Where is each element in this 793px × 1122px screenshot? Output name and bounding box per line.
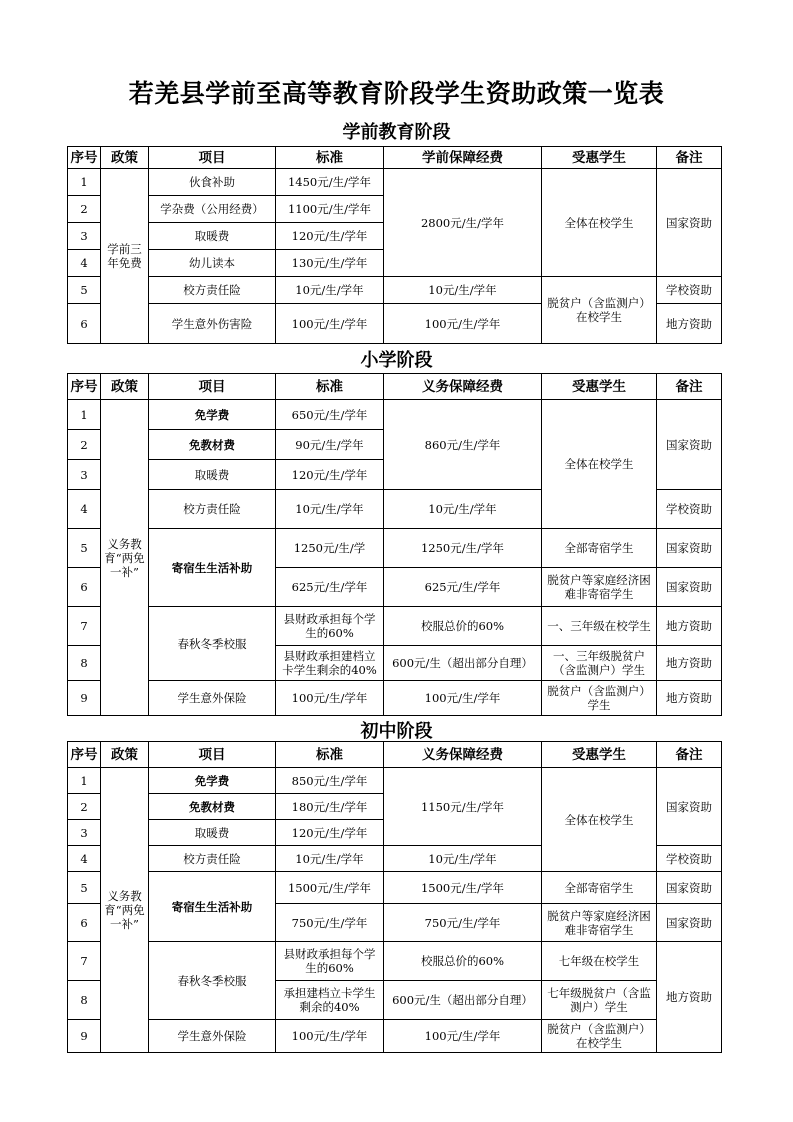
row-no: 5 bbox=[68, 872, 101, 904]
beneficiary-cell: 脱贫户（含监测户）学生 bbox=[542, 681, 657, 716]
beneficiary-cell: 全体在校学生 bbox=[542, 169, 657, 277]
fund-cell: 2800元/生/学年 bbox=[384, 169, 542, 277]
fund-cell: 625元/生/学年 bbox=[384, 568, 542, 607]
junior-table bbox=[67, 741, 722, 1053]
header-standard: 标准 bbox=[276, 147, 384, 169]
item-cell: 寄宿生生活补助 bbox=[149, 872, 276, 942]
beneficiary-cell: 脱贫户（含监测户）在校学生 bbox=[542, 277, 657, 344]
fund-cell: 100元/生/学年 bbox=[384, 1020, 542, 1053]
row-no: 2 bbox=[68, 794, 101, 820]
row-no: 8 bbox=[68, 646, 101, 681]
standard-cell: 750元/生/学年 bbox=[276, 904, 384, 942]
item-cell: 学生意外保险 bbox=[149, 1020, 276, 1053]
standard-cell: 90元/生/学年 bbox=[276, 430, 384, 460]
header-no: 序号 bbox=[68, 374, 101, 400]
beneficiary-cell: 全体在校学生 bbox=[542, 768, 657, 872]
table-row bbox=[68, 872, 722, 904]
standard-cell: 850元/生/学年 bbox=[276, 768, 384, 794]
standard-cell: 180元/生/学年 bbox=[276, 794, 384, 820]
header-beneficiary: 受惠学生 bbox=[542, 742, 657, 768]
item-cell: 取暖费 bbox=[149, 460, 276, 490]
item-cell: 学生意外伤害险 bbox=[149, 304, 276, 344]
item-cell: 校方责任险 bbox=[149, 277, 276, 304]
standard-cell: 130元/生/学年 bbox=[276, 250, 384, 277]
junior-section-title: 初中阶段 bbox=[360, 721, 433, 742]
document-title: 若羌县学前至高等教育阶段学生资助政策一览表 bbox=[128, 79, 665, 108]
row-no: 9 bbox=[68, 1020, 101, 1053]
header-note: 备注 bbox=[657, 147, 722, 169]
standard-cell: 120元/生/学年 bbox=[276, 460, 384, 490]
beneficiary-cell: 脱贫户（含监测户）在校学生 bbox=[542, 1020, 657, 1053]
standard-cell: 县财政承担每个学生的60% bbox=[276, 942, 384, 981]
row-no: 4 bbox=[68, 490, 101, 529]
item-cell: 学生意外保险 bbox=[149, 681, 276, 716]
row-no: 4 bbox=[68, 250, 101, 277]
note-cell: 国家资助 bbox=[657, 529, 722, 568]
note-cell: 学校资助 bbox=[657, 490, 722, 529]
standard-cell: 10元/生/学年 bbox=[276, 490, 384, 529]
fund-cell: 860元/生/学年 bbox=[384, 400, 542, 490]
header-no: 序号 bbox=[68, 742, 101, 768]
fund-cell: 校服总价的60% bbox=[384, 607, 542, 646]
note-cell: 地方资助 bbox=[657, 942, 722, 1053]
row-no: 7 bbox=[68, 942, 101, 981]
table-row bbox=[68, 607, 722, 646]
table-row bbox=[68, 529, 722, 568]
item-cell: 春秋冬季校服 bbox=[149, 942, 276, 1020]
row-no: 3 bbox=[68, 460, 101, 490]
note-cell: 学校资助 bbox=[657, 846, 722, 872]
header-beneficiary: 受惠学生 bbox=[542, 374, 657, 400]
header-fund: 义务保障经费 bbox=[384, 742, 542, 768]
note-cell: 国家资助 bbox=[657, 768, 722, 846]
header-item: 项目 bbox=[149, 742, 276, 768]
standard-cell: 100元/生/学年 bbox=[276, 1020, 384, 1053]
item-cell: 学杂费（公用经费） bbox=[149, 196, 276, 223]
note-cell: 学校资助 bbox=[657, 277, 722, 304]
item-cell: 幼儿读本 bbox=[149, 250, 276, 277]
header-item: 项目 bbox=[149, 147, 276, 169]
table-row bbox=[68, 681, 722, 716]
beneficiary-cell: 脱贫户等家庭经济困难非寄宿学生 bbox=[542, 568, 657, 607]
row-no: 2 bbox=[68, 430, 101, 460]
note-cell: 地方资助 bbox=[657, 304, 722, 344]
policy-cell: 学前三年免费 bbox=[101, 169, 149, 344]
fund-cell: 1250元/生/学年 bbox=[384, 529, 542, 568]
item-cell: 免学费 bbox=[149, 768, 276, 794]
row-no: 1 bbox=[68, 400, 101, 430]
standard-cell: 120元/生/学年 bbox=[276, 820, 384, 846]
note-cell: 国家资助 bbox=[657, 568, 722, 607]
standard-cell: 625元/生/学年 bbox=[276, 568, 384, 607]
standard-cell: 10元/生/学年 bbox=[276, 846, 384, 872]
table-row bbox=[68, 277, 722, 304]
fund-cell: 750元/生/学年 bbox=[384, 904, 542, 942]
row-no: 5 bbox=[68, 277, 101, 304]
beneficiary-cell: 七年级在校学生 bbox=[542, 942, 657, 981]
header-policy: 政策 bbox=[101, 147, 149, 169]
junior-header-row bbox=[68, 742, 722, 768]
table-row bbox=[68, 169, 722, 196]
header-beneficiary: 受惠学生 bbox=[542, 147, 657, 169]
standard-cell: 1250元/生/学 bbox=[276, 529, 384, 568]
fund-cell: 600元/生（超出部分自理） bbox=[384, 981, 542, 1020]
fund-cell: 100元/生/学年 bbox=[384, 681, 542, 716]
item-cell: 取暖费 bbox=[149, 223, 276, 250]
note-cell: 地方资助 bbox=[657, 646, 722, 681]
beneficiary-cell: 七年级脱贫户（含监测户）学生 bbox=[542, 981, 657, 1020]
standard-cell: 1450元/生/学年 bbox=[276, 169, 384, 196]
standard-cell: 1500元/生/学年 bbox=[276, 872, 384, 904]
fund-cell: 100元/生/学年 bbox=[384, 304, 542, 344]
header-note: 备注 bbox=[657, 742, 722, 768]
row-no: 6 bbox=[68, 568, 101, 607]
fund-cell: 校服总价的60% bbox=[384, 942, 542, 981]
row-no: 7 bbox=[68, 607, 101, 646]
row-no: 1 bbox=[68, 768, 101, 794]
standard-cell: 1100元/生/学年 bbox=[276, 196, 384, 223]
header-policy: 政策 bbox=[101, 374, 149, 400]
note-cell: 国家资助 bbox=[657, 400, 722, 490]
header-note: 备注 bbox=[657, 374, 722, 400]
row-no: 3 bbox=[68, 820, 101, 846]
item-cell: 校方责任险 bbox=[149, 490, 276, 529]
beneficiary-cell: 脱贫户等家庭经济困难非寄宿学生 bbox=[542, 904, 657, 942]
header-item: 项目 bbox=[149, 374, 276, 400]
fund-cell: 10元/生/学年 bbox=[384, 846, 542, 872]
policy-cell: 义务教育“两免一补” bbox=[101, 400, 149, 716]
beneficiary-cell: 一、三年级脱贫户（含监测户）学生 bbox=[542, 646, 657, 681]
primary-header-row bbox=[68, 374, 722, 400]
note-cell: 国家资助 bbox=[657, 872, 722, 904]
row-no: 8 bbox=[68, 981, 101, 1020]
item-cell: 伙食补助 bbox=[149, 169, 276, 196]
beneficiary-cell: 全部寄宿学生 bbox=[542, 872, 657, 904]
row-no: 1 bbox=[68, 169, 101, 196]
note-cell: 地方资助 bbox=[657, 681, 722, 716]
row-no: 3 bbox=[68, 223, 101, 250]
note-cell: 国家资助 bbox=[657, 904, 722, 942]
table-row bbox=[68, 400, 722, 430]
preschool-header-row bbox=[68, 147, 722, 169]
standard-cell: 承担建档立卡学生剩余的40% bbox=[276, 981, 384, 1020]
policy-cell: 义务教育“两免一补” bbox=[101, 768, 149, 1053]
standard-cell: 100元/生/学年 bbox=[276, 681, 384, 716]
item-cell: 取暖费 bbox=[149, 820, 276, 846]
primary-table bbox=[67, 373, 722, 716]
standard-cell: 120元/生/学年 bbox=[276, 223, 384, 250]
item-cell: 免教材费 bbox=[149, 794, 276, 820]
note-cell: 国家资助 bbox=[657, 169, 722, 277]
fund-cell: 1500元/生/学年 bbox=[384, 872, 542, 904]
row-no: 6 bbox=[68, 304, 101, 344]
note-cell: 地方资助 bbox=[657, 607, 722, 646]
beneficiary-cell: 一、三年级在校学生 bbox=[542, 607, 657, 646]
beneficiary-cell: 全部寄宿学生 bbox=[542, 529, 657, 568]
primary-section-title: 小学阶段 bbox=[360, 350, 433, 371]
row-no: 6 bbox=[68, 904, 101, 942]
preschool-table bbox=[67, 146, 722, 344]
header-fund: 义务保障经费 bbox=[384, 374, 542, 400]
table-row bbox=[68, 942, 722, 981]
fund-cell: 1150元/生/学年 bbox=[384, 768, 542, 846]
item-cell: 校方责任险 bbox=[149, 846, 276, 872]
table-row bbox=[68, 768, 722, 794]
header-no: 序号 bbox=[68, 147, 101, 169]
standard-cell: 县财政承担建档立卡学生剩余的40% bbox=[276, 646, 384, 681]
header-standard: 标准 bbox=[276, 374, 384, 400]
item-cell: 春秋冬季校服 bbox=[149, 607, 276, 681]
fund-cell: 600元/生（超出部分自理） bbox=[384, 646, 542, 681]
row-no: 4 bbox=[68, 846, 101, 872]
standard-cell: 县财政承担每个学生的60% bbox=[276, 607, 384, 646]
preschool-section-title: 学前教育阶段 bbox=[342, 122, 451, 143]
item-cell: 免学费 bbox=[149, 400, 276, 430]
fund-cell: 10元/生/学年 bbox=[384, 277, 542, 304]
item-cell: 免教材费 bbox=[149, 430, 276, 460]
fund-cell: 10元/生/学年 bbox=[384, 490, 542, 529]
beneficiary-cell: 全体在校学生 bbox=[542, 400, 657, 529]
row-no: 9 bbox=[68, 681, 101, 716]
header-standard: 标准 bbox=[276, 742, 384, 768]
header-policy: 政策 bbox=[101, 742, 149, 768]
standard-cell: 10元/生/学年 bbox=[276, 277, 384, 304]
row-no: 5 bbox=[68, 529, 101, 568]
row-no: 2 bbox=[68, 196, 101, 223]
item-cell: 寄宿生生活补助 bbox=[149, 529, 276, 607]
standard-cell: 100元/生/学年 bbox=[276, 304, 384, 344]
table-row bbox=[68, 1020, 722, 1053]
header-fund: 学前保障经费 bbox=[384, 147, 542, 169]
standard-cell: 650元/生/学年 bbox=[276, 400, 384, 430]
